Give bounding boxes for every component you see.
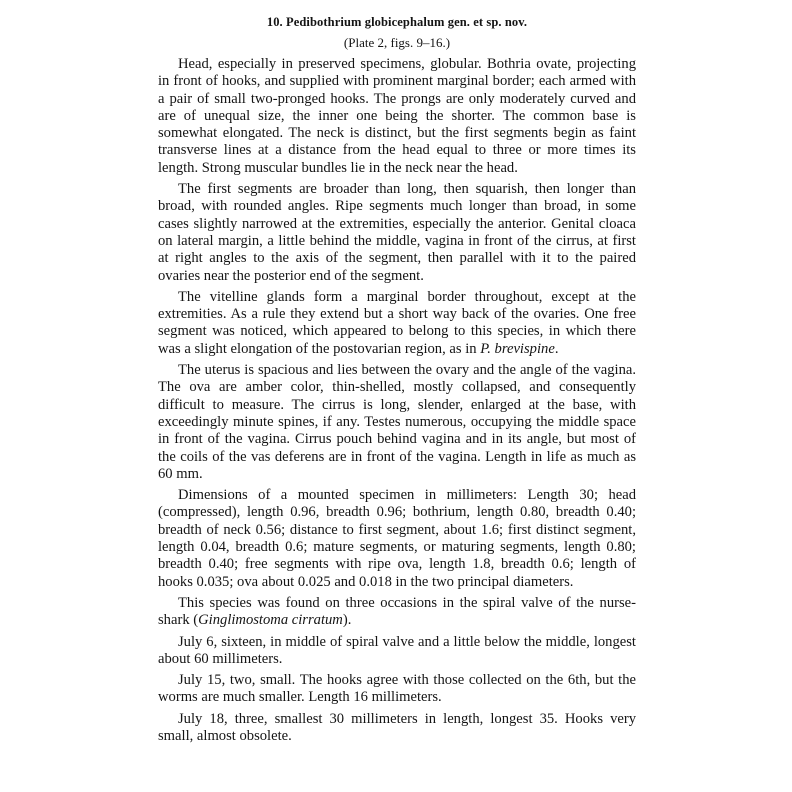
paragraph-text-tail: ). [342,612,352,629]
document-page [158,14,636,784]
paragraph-uterus [158,362,636,483]
paragraph-july-18 [158,711,636,746]
host-species-italic: Ginglimostoma cirratum [198,612,343,629]
paragraph-segments [158,181,636,285]
species-name-italic: P. brevispine [480,340,555,357]
paragraph-head-description [158,56,636,177]
paragraph-text: Dimensions of a mounted specimen in millimeters: Length 30; head (compressed), length 0.96, breadth 0.96; bothrium, length 0.80, breadth 0.40; breadth of neck 0.56; distance to first segment, about 1.6; first distinct segment, length 0.04, breadth 0.6; mature segments, or maturing segments, length 0.80; breadth 0.40; free segments with ripe ova, length 1.8, breadth 0.6; length of hooks 0.035; ova about 0.025 and 0.018 in the two principal diameters. [158,487,636,590]
paragraph-vitelline-glands [158,289,636,358]
paragraph-text: The first segments are broader than long, then squarish, then longer than broad, with rounded angles. Ripe segments much longer than broad, in some cases slightly narrowed at the extremities, especially the anterior. Genital cloaca on lateral margin, a little behind the middle, vagina in front of the cirrus, at first at right angles to the axis of the segment, then parallel with it to the paired ovaries near the posterior end of the segment. [158,181,636,284]
paragraph-text: July 15, two, small. The hooks agree with those collected on the 6th, but the worms are much smaller. Length 16 millimeters. [158,672,636,706]
paragraph-july-15 [158,672,636,707]
paragraph-text: The uterus is spacious and lies between the ovary and the angle of the vagina. The ova are amber color, thin-shelled, mostly collapsed, and consequently difficult to measure. The cirrus is long, slender, enlarged at the base, with exceedingly minute spines, if any. Testes numerous, occupying the middle space in front of the vagina. Cirrus pouch behind vagina and in its angle, but most of the coils of the vas deferens are in front of the vagina. Length in life as much as 60 mm. [158,362,636,482]
plate-reference: (Plate 2, figs. 9–16.) [343,35,451,50]
paragraph-july-6 [158,634,636,669]
paragraph-text: Head, especially in preserved specimens, globular. Bothria ovate, projecting in front of hooks, and supplied with prominent marginal border; each armed with a pair of small two-pronged hooks. The prongs are only moderately curved and are of unequal size, the inner one being the shorter. The common base is somewhat elongated. The neck is distinct, but the first segments begin as faint transverse lines at a distance from the head equal to three or more times its length. Strong muscular bundles lie in the neck near the head. [158,56,636,176]
paragraph-text: This species was found on three occasions in the spiral valve of the nurse-shark ( [158,594,636,629]
paragraph-text: July 6, sixteen, in middle of spiral valve and a little below the middle, longest about 60 millimeters. [158,633,636,667]
paragraph-dimensions [158,487,636,591]
paragraph-text: July 18, three, smallest 30 millimeters in length, longest 35. Hooks very small, almost obsolete. [158,710,636,744]
paragraph-host [158,595,636,630]
paragraph-text-tail: . [554,340,559,357]
paragraph-text: The vitelline glands form a marginal border throughout, except at the extremities. As a rule they extend but a short way back of the ovaries. One free segment was noticed, which appeared to belong to this species, in which there was a slight elongation of the postovarian region, as in [158,288,636,357]
species-heading: 10. Pedibothrium globicephalum gen. et sp. nov. [266,15,528,29]
